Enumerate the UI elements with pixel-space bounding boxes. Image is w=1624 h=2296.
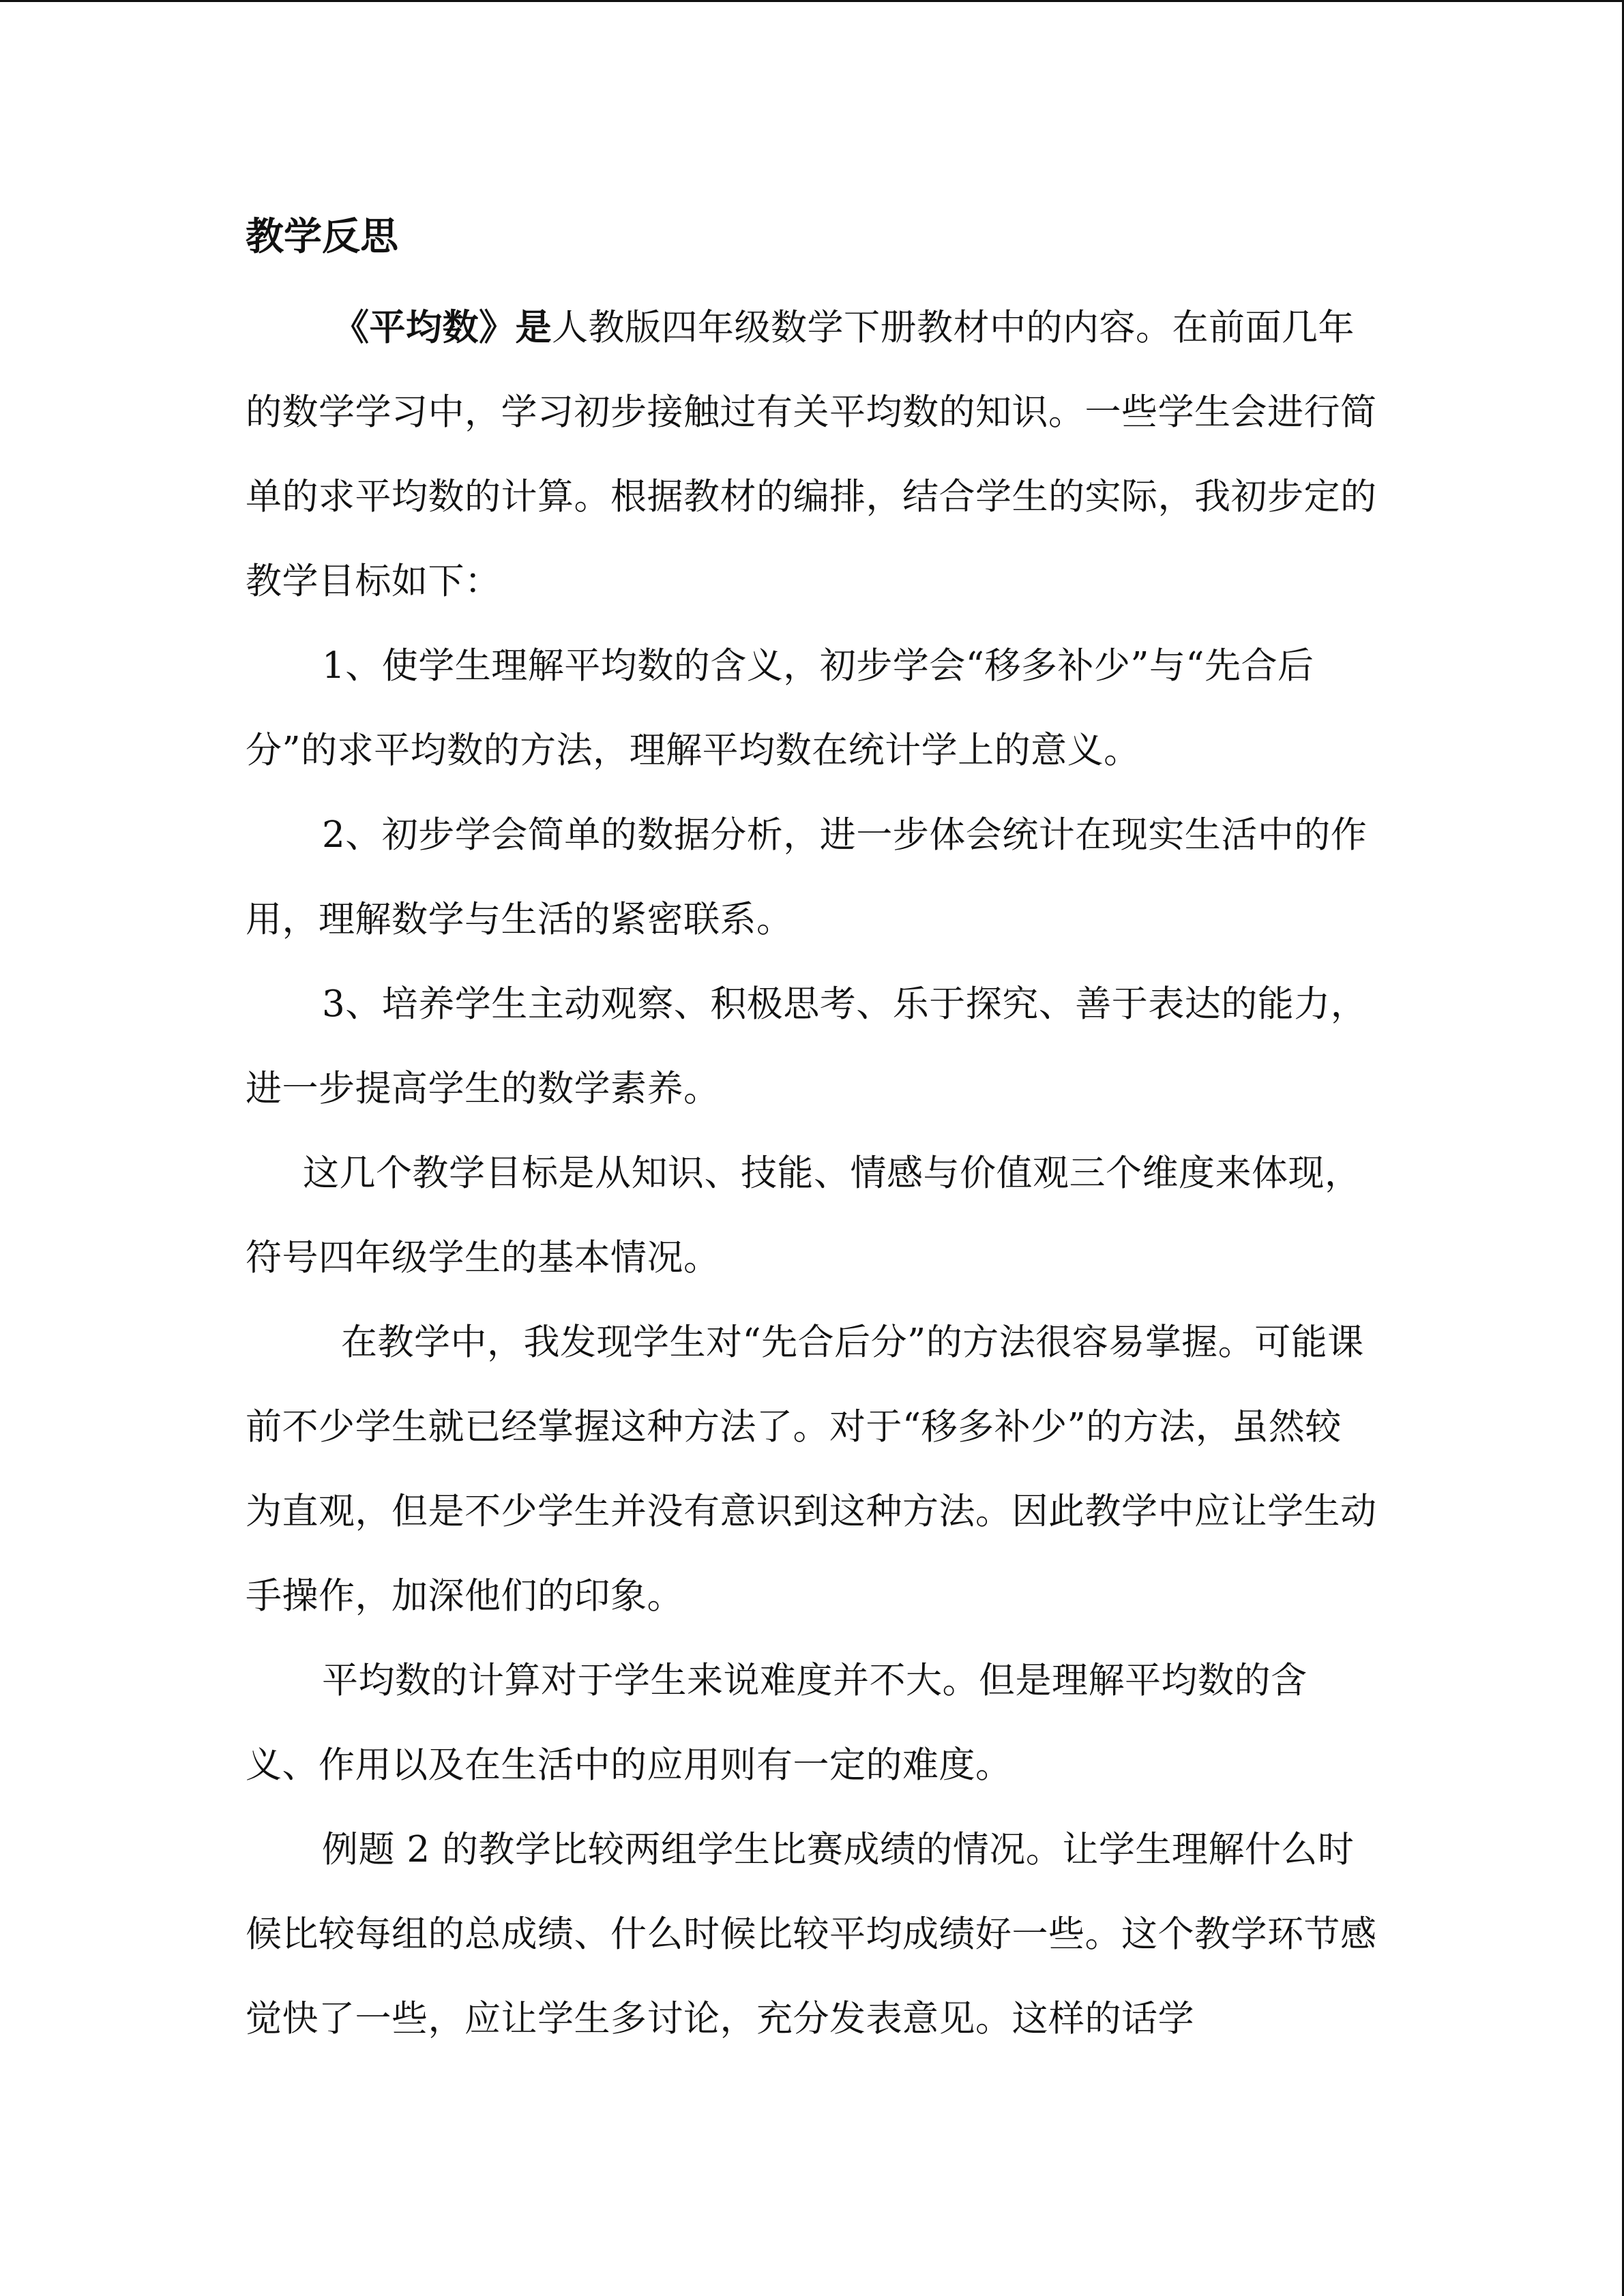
intro-paragraph: [246, 285, 1378, 624]
document-title: 教学反思: [246, 215, 398, 259]
intro-text: 人教版四年级数学下册教材中的内容。在前面几年的数学学习中，学习初步接触过有关平均数的知识。一些学生会进行简单的求平均数的计算。根据教材的编排，结合学生的实际，我初步定的教学目标如下：: [246, 307, 1377, 602]
goal-item-2: 2、初步学会简单的数据分析，进一步体会统计在现实生活中的作用，理解数学与生活的紧密联系。: [246, 814, 1368, 940]
intro-bold-prefix: 《平均数》是: [333, 306, 552, 348]
page-top-border: [0, 0, 1624, 2]
summary-paragraph: 这几个教学目标是从知识、技能、情感与价值观三个维度来体现，符号四年级学生的基本情况。: [246, 1152, 1361, 1279]
reflection-paragraph-1: 在教学中，我发现学生对“先合后分”的方法很容易掌握。可能课前不少学生就已经掌握这种方法了。对于“移多补少”的方法，虽然较为直观，但是不少学生并没有意识到这种方法。因此教学中应让学生动手操作，加深他们的印象。: [246, 1322, 1377, 1617]
goal-item-1: 1、使学生理解平均数的含义，初步学会“移多补少”与“先合后分”的求平均数的方法，理解平均数在统计学上的意义。: [246, 645, 1314, 771]
reflection-paragraph-2: 平均数的计算对于学生来说难度并不大。但是理解平均数的含义、作用以及在生活中的应用则有一定的难度。: [246, 1660, 1308, 1786]
goal-item-3: 3、培养学生主动观察、积极思考、乐于探究、善于表达的能力，进一步提高学生的数学素养。: [246, 983, 1368, 1109]
document-page: [246, 205, 1378, 2061]
reflection-paragraph-3: 例题 2 的教学比较两组学生比赛成绩的情况。让学生理解什么时候比较每组的总成绩、什么时候比较平均成绩好一些。这个教学环节感觉快了一些，应让学生多讨论，充分发表意见。这样的话学: [246, 1829, 1377, 2040]
